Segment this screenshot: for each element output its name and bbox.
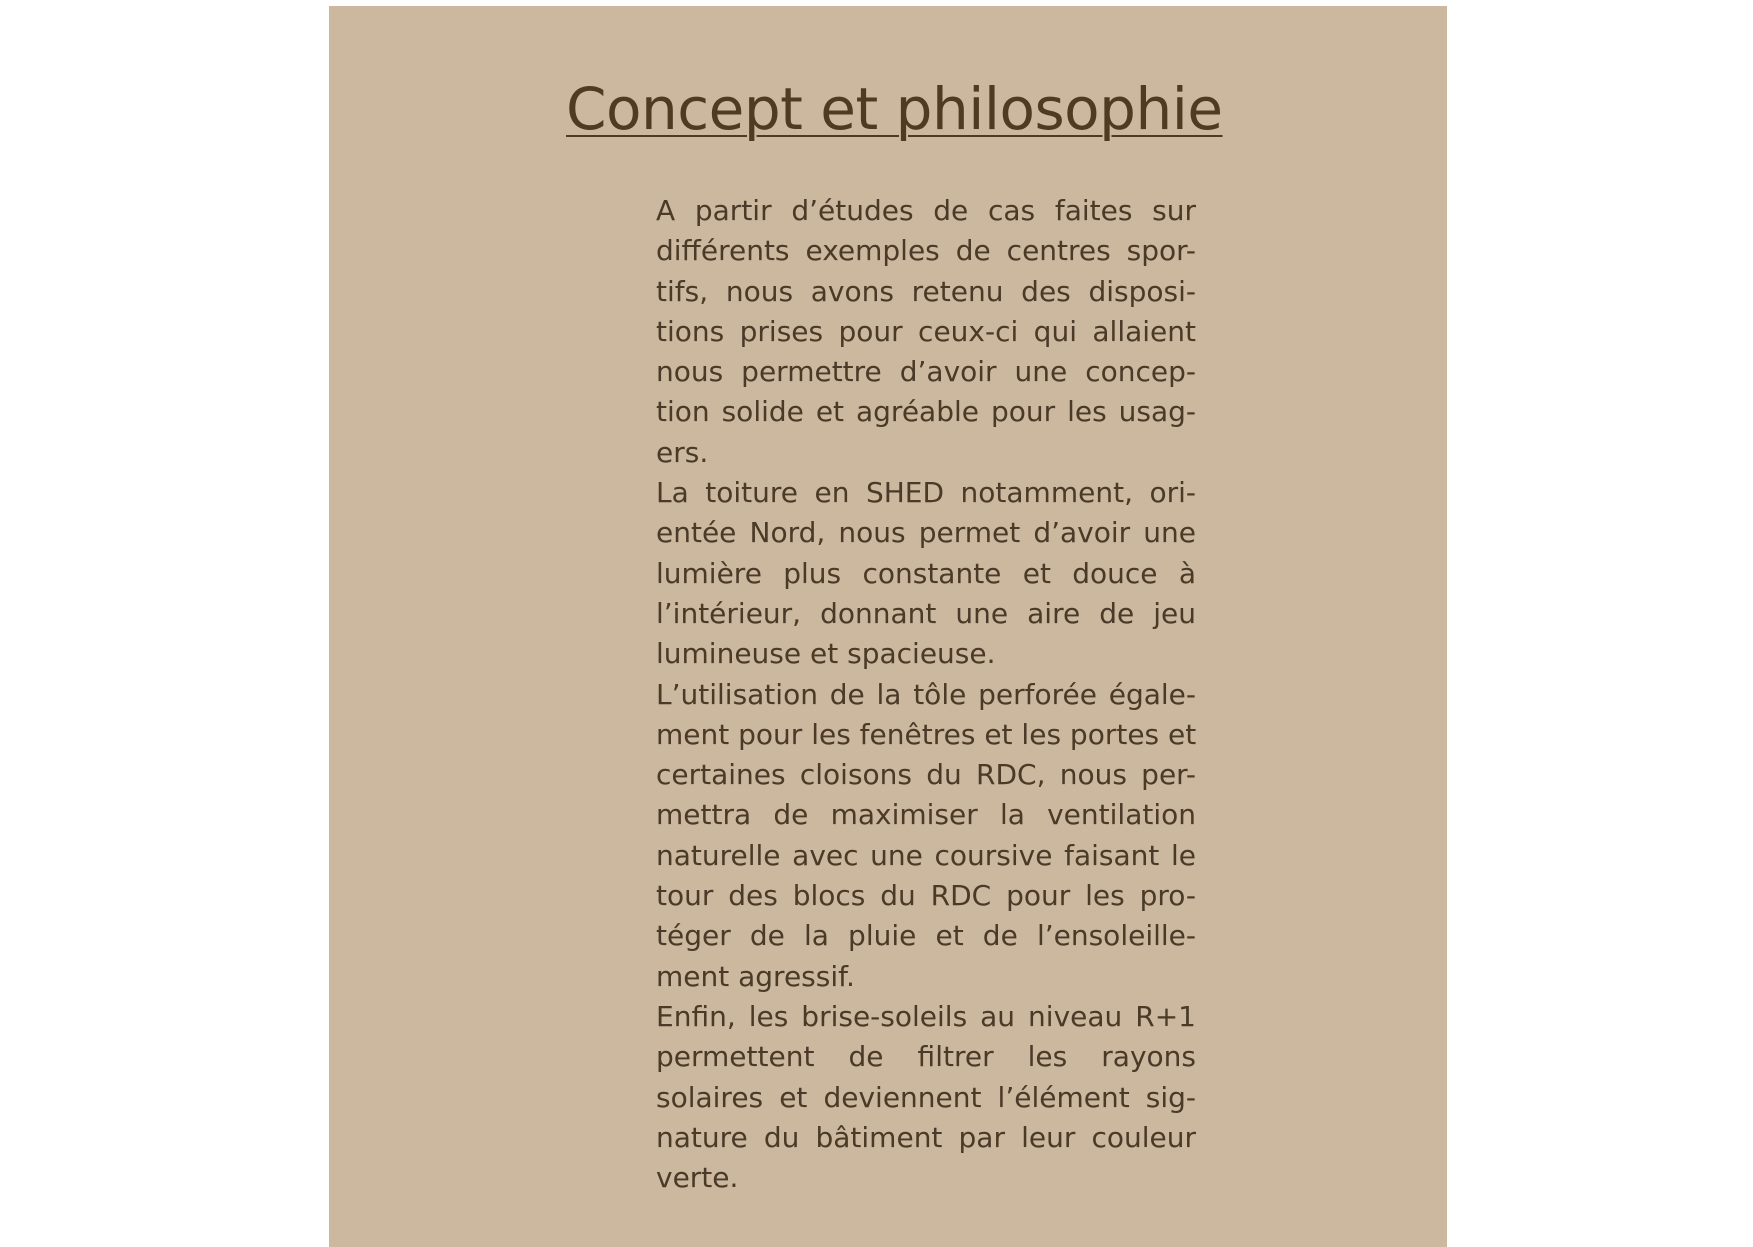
text-line: ment pour les fenêtres et les portes et — [656, 717, 1197, 751]
text-line: La toiture en SHED notamment, ori- — [656, 476, 1196, 510]
text-line: tion solide et agréable pour les usag- — [656, 395, 1196, 429]
text-line: permettent de filtrer les rayons — [656, 1040, 1196, 1074]
text-line: naturelle avec une coursive faisant le — [656, 838, 1196, 872]
text-line: tions prises pour ceux-ci qui allaient — [656, 314, 1196, 348]
text-line: mettra de maximiser la ventilation — [656, 798, 1196, 832]
text-line: L’utilisation de la tôle perforée égale- — [656, 677, 1196, 711]
text-line: certaines cloisons du RDC, nous per- — [656, 758, 1196, 792]
text-line: l’intérieur, donnant une aire de jeu — [656, 596, 1196, 630]
text-line: ment agressif. — [656, 959, 855, 993]
text-line: téger de la pluie et de l’ensoleille- — [656, 919, 1196, 953]
text-line: tifs, nous avons retenu des disposi- — [656, 274, 1196, 308]
text-line: A partir d’études de cas faites sur — [656, 194, 1196, 227]
paragraph — [656, 675, 1196, 997]
text-line: verte. — [656, 1161, 739, 1195]
body-text — [656, 191, 1196, 1198]
text-line: entée Nord, nous permet d’avoir une — [656, 516, 1196, 550]
text-line: solaires et deviennent l’élément sig- — [656, 1080, 1196, 1114]
text-line: tour des blocs du RDC pour les pro- — [656, 879, 1196, 913]
text-line: nous permettre d’avoir une concep- — [656, 355, 1196, 389]
text-line: lumineuse et spacieuse. — [656, 637, 996, 671]
text-line: nature du bâtiment par leur couleur — [656, 1120, 1196, 1154]
document-page — [329, 6, 1447, 1247]
paragraph — [656, 473, 1196, 674]
text-line: lumière plus constante et douce à — [656, 556, 1196, 590]
text-line: différents exemples de centres spor- — [656, 234, 1196, 268]
page-title: Concept et philosophie — [566, 75, 1223, 143]
text-line: ers. — [656, 435, 709, 469]
paragraph — [656, 997, 1196, 1198]
paragraph — [656, 191, 1196, 473]
text-line: Enfin, les brise-soleils au niveau R+1 — [656, 999, 1196, 1033]
